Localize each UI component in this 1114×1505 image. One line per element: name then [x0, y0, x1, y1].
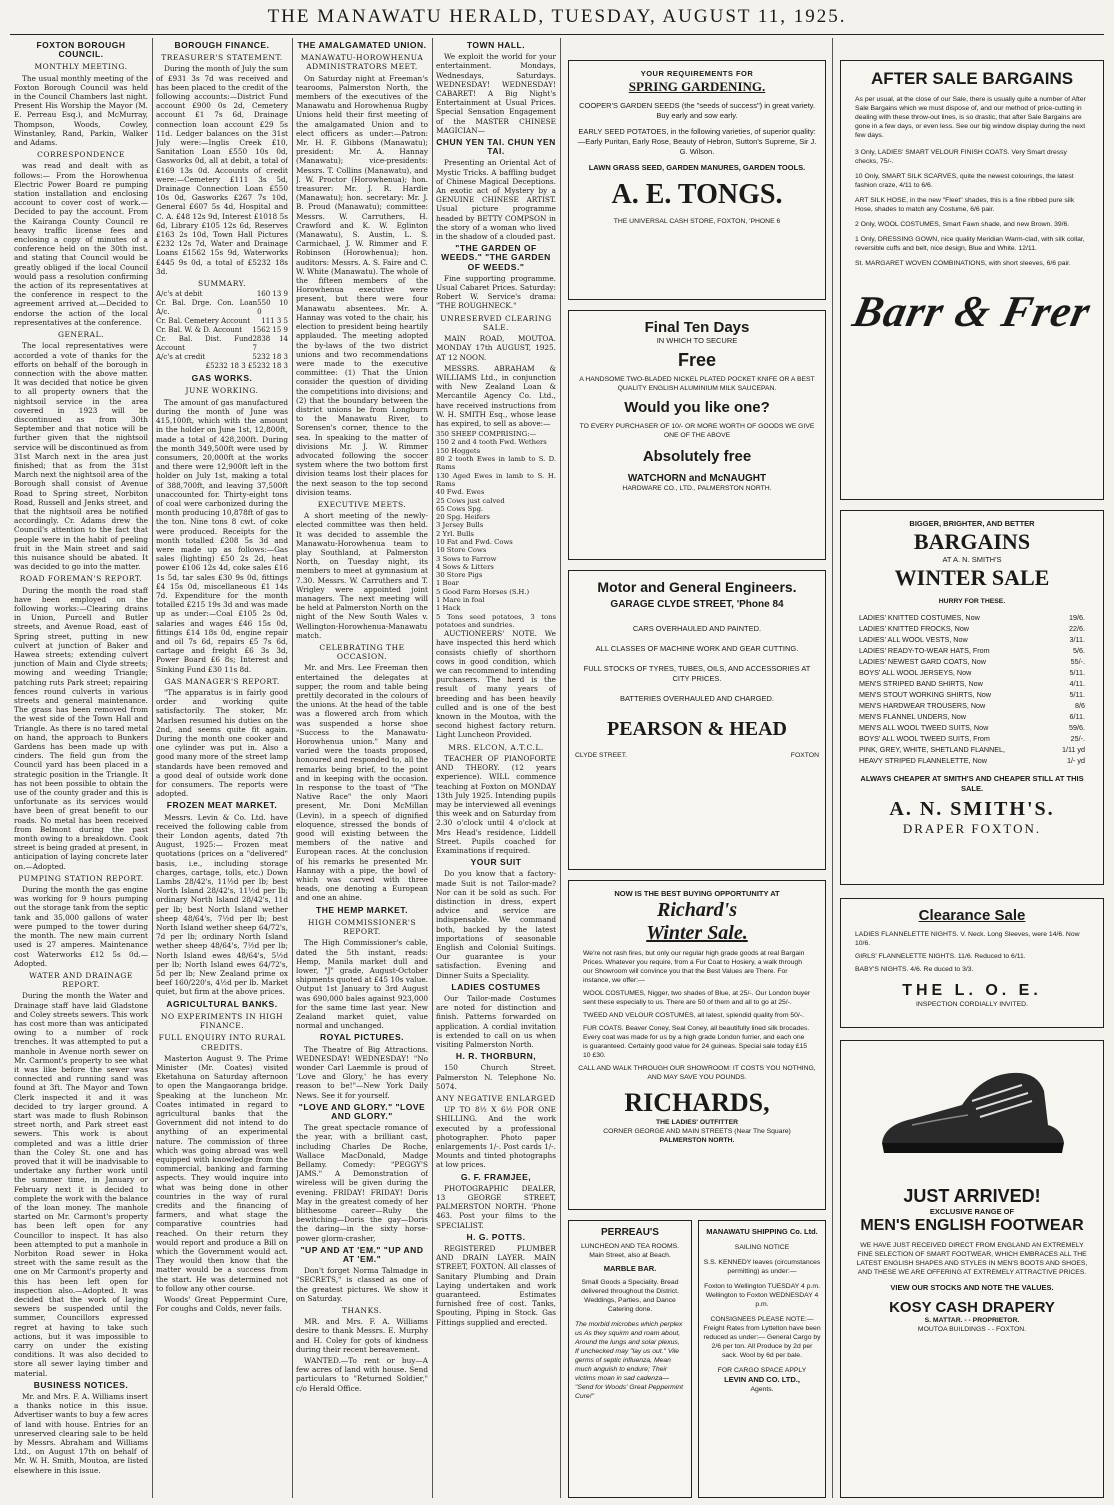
article-paragraph: During the month the Water and Drainage staff have laid Gladstone and Coley streets sewers. This work has cost more than was anticipated owing to a number of rock trenches. It was attempted to put a manhole in Avenue north sewer on Mr. Carmont's property to see what it was like before the sewer was connected and running sand was found at 3ft. The Mayor and Town Clerk inspected it and it was decided to try larger ground. A start was made to flush Robinson street north, and Park street east sewers. This work is about completed and was a little drier than the Coley St. one and has proved that it will be inadvisable to undertake any further work until the summer time, in January or February next it is decided to complete the work with the balance of the loan money. The manhole started on Mr. Carmont's property has been left open for any Councillor to inspect. It has also been attempted to put a manhole in Norbiton Road sewer in Hoka street with the same result as the one on Mr Carmont's property and this has been left open for inspection also.—Adopted. It was decided that the work of laying sewers be suspended until the summer, Councillors expressed regret at having to take such actions, but it was impossible to carry on under the existing conditions. It was also decided to store all sewer laying timber and material.	[14, 991, 148, 1378]
ad-heading: MEN'S ENGLISH FOOTWEAR	[860, 1217, 1084, 1234]
price-row: MEN'S HARDWEAR TROUSERS, Now 8/6	[859, 701, 1085, 710]
list-item: 1 Boar	[436, 579, 459, 588]
list-item: 2 Only, WOOL COSTUMES, Smart Fawn shade, and new Brown. 39/6.	[855, 221, 1070, 228]
article-heading: THE AMALGAMATED UNION.	[297, 40, 427, 50]
list-item: 3 Sows to Farrow	[436, 554, 497, 563]
summary-row: A/c's at credit 5232 18 3	[156, 353, 288, 362]
article-subheading: WATER AND DRAINAGE REPORT.	[29, 970, 133, 990]
summary-row: Cr. Bal. Dist. Fund Account 2838 14 7	[156, 335, 288, 353]
article-paragraph: Do you know that a factory-made Suit is not Tailor-made? Nor can it be sold as such. For distinction in dress, expert advice and service are indispensable. We command both, backed by the latest importations of seasonable English and Colonial Suitings. Our guarantee is your satisfaction. Evening and Dinner Suits a Speciality.	[436, 869, 556, 980]
column-divider	[832, 38, 833, 1498]
ad-footer: MOUTOA BUILDINGS - - FOXTON.	[917, 1326, 1027, 1333]
list-item: 1 Mare in foal	[436, 596, 485, 605]
article-heading: FOXTON BOROUGH COUNCIL.	[36, 40, 126, 60]
summary-row: A/c's at debit 160 13 9	[156, 290, 288, 299]
ad-heading: Richard's	[656, 899, 738, 921]
article-subheading: NO EXPERIMENTS IN HIGH FINANCE.	[160, 1011, 284, 1031]
article-subheading: JUNE WORKING.	[185, 386, 259, 396]
list-item: 80 2 tooth Ewes in lamb to S. D. Rams	[436, 455, 556, 472]
article-heading: FROZEN MEAT MARKET.	[166, 800, 278, 811]
ad-pearson-head	[568, 570, 826, 870]
ad-text: AT A. N. SMITH'S	[942, 555, 1002, 564]
ad-perreau	[568, 1220, 692, 1498]
ad-heading: MANAWATU SHIPPING Co. Ltd.	[706, 1227, 818, 1236]
article-paragraph: UP TO 8½ X 6½ FOR ONE SHILLING. And the work executed by a professional photographer. Photo paper enlargements 1/-. Post cards 1/-. Mounts and tinted photographs at low prices.	[436, 1105, 556, 1170]
article-paragraph: The local representatives were accorded a vote of thanks for the efforts on behalf of the borough in connection with the above matter. It was decided that notice be given to all property owners that the nightsoil service in the area covered in 1923 will be discontinued as from 30th September and that notice will be further given that the nightsoil service will be discontinued as from 31st March next in the area just finished; that as from the 31st March next the nightsoil area of the Borough shall consist of Avenue Road to Spring street, Norbiton Road, Russell and Jenks street, and that the nightsoil area be notified accordingly. Cr. Adams drew the Council's attention to the fact that people were in the habit of peeling fruit in the Main street and said this nuisance should be abated. It was decided to go into the matter.	[14, 341, 148, 572]
article-subheading: ROAD FOREMAN'S REPORT.	[19, 574, 143, 584]
article-paragraph: The usual monthly meeting of the Foxton Borough Council was held in the Council Chambers last night. Present His Worship the Mayor (M. E. Perreau Esq.), and McMurray, Thompson, Woods, Cowley, Winstanley, Rand, Parkin, Walker and Adams.	[14, 73, 148, 148]
article-paragraph: The High Commissioner's cable, dated the 5th instant, reads: Hemp, Manila market dull and lower, "J" grade, August-October shipments quoted at £45 10s value. Output 1st January to 3rd August was 690,000 bales against 923,000 for the same time last year. New Zealand market quiet, value normal and unchanged.	[296, 938, 428, 1031]
article-subheading: THANKS.	[342, 1306, 382, 1316]
article-subheading: HIGH COMMISSIONER'S REPORT.	[307, 917, 417, 937]
shoe-illustration-icon	[872, 1055, 1072, 1175]
summary-heading: SUMMARY.	[197, 279, 247, 289]
ad-heading: AFTER SALE BARGAINS	[870, 69, 1074, 88]
ad-text: BATTERIES OVERHAULED AND CHARGED.	[619, 694, 775, 703]
list-item: 65 Cows Spg.	[436, 504, 484, 513]
ad-text: COOPER'S GARDEN SEEDS (the "seeds of success") in great variety. Buy early and sow early.	[579, 101, 815, 120]
ad-richards-sale	[568, 880, 826, 1210]
list-item: 1 Only, DRESSING GOWN, nice quality Meridian Warm-clad, with silk collar, reversible cuffs and belt, nice design, Blue and White. 12/11.	[855, 236, 1085, 252]
list-item: 130 Aged Ewes in lamb to S. H. Rams	[436, 471, 556, 488]
article-paragraph: Woods' Great Peppermint Cure, For coughs and Colds, never fails.	[156, 1294, 288, 1314]
article-subheading: CORRESPONDENCE	[37, 150, 125, 160]
ad-text: Foxton to Wellington TUESDAY 4 p.m. Wellington to Foxton WEDNESDAY 4 p.m.	[704, 1283, 820, 1308]
article-paragraph: Don't forget Norma Talmadge in "SECRETS," is classed as one of the greatest pictures. We show it on Saturday.	[296, 1266, 428, 1303]
ad-heading: PERREAU'S	[601, 1227, 659, 1238]
article-heading: THE HEMP MARKET.	[316, 904, 408, 915]
article-paragraph: During the month of July the sum of £931 3s 7d was received and has been placed to the credit of the following accounts:—District Fund account £900 0s 2d, Cemetery account £1 7s 6d, Drainage connection loan account £29 5s 11d. Ledger balances on the 31st July were:—Inglis Creek £10, Sanitation Loan £550 10s 0d, Gasworks 0d, all at debit, a total of £169 13s 0d. Accounts of credit were:—Cemetery £111 3s 5d, Drainage Connection Loan £550 10s 0d, Gasworks £267 7s 10d, General £607 5s 4d, Hospital and C. A. £48 12s 9d, Interest £1018 5s 6d, Library £105 12s 6d, Reserves £163 2s 10d, Town Hall Pictures £232 12s 7d, Water and Drainage Loans £1562 15s 9d, Waterworks £445 9s 0d, a total of £5232 18s 3d.	[156, 64, 288, 276]
ad-text: ALL CLASSES OF MACHINE WORK AND GEAR CUTTING.	[595, 644, 799, 653]
list-item: 10 Store Cows	[436, 546, 487, 555]
sale-list	[436, 430, 556, 629]
ad-brand: A. E. TONGS.	[611, 179, 783, 210]
price-row: PINK, GREY, WHITE, SHETLAND FLANNEL, 1/11 yd	[859, 745, 1085, 754]
ad-barr-frer	[840, 60, 1104, 500]
ad-text: S. MATTAR. - - PROPRIETOR.	[924, 1317, 1020, 1324]
ad-heading: Would you like one?	[624, 399, 770, 416]
price-row: LADIES' ALL WOOL VESTS, Now 3/11.	[859, 635, 1085, 644]
ad-watchorn-free	[568, 310, 826, 560]
article-heading: YOUR SUIT	[470, 857, 522, 868]
price-row: BOYS' ALL WOOL JERSEYS, Now 5/11.	[859, 668, 1085, 677]
article-heading: BOROUGH FINANCE.	[174, 40, 270, 50]
list-item: 1 Hack	[436, 604, 461, 613]
list-item: 5 Tons seed potatoes, 3 tons potatoes and sundries.	[436, 612, 556, 629]
price-row: LADIES' NEWEST GARD COATS, Now 55/-.	[859, 657, 1085, 666]
ad-brand: LEVIN AND CO. LTD.,	[724, 1375, 800, 1384]
price-row: HEAVY STRIPED FLANNELETTE, Now 1/- yd	[859, 756, 1085, 765]
list-item: 5 Good Farm Horses (S.H.)	[436, 587, 530, 596]
summary-total: £5232 18 3 £5232 18 3	[205, 362, 288, 371]
column-borough-finance	[156, 38, 288, 1498]
article-paragraph: Our Tailor-made Costumes are noted for distinction and finish. Patterns forwarded on application. A cordial invitation is extended to call on us when visiting Palmerston North.	[436, 993, 556, 1049]
summary-row: Cr. Bal. Cemetery Account 111 3 5	[156, 317, 288, 326]
ad-brand: THE L. O. E.	[902, 982, 1042, 999]
ad-tongs-gardening	[568, 60, 826, 300]
ad-text: CALL AND WALK THROUGH OUR SHOWROOM: IT COSTS YOU NOTHING, AND MAY SAVE YOU POUNDS.	[578, 1065, 816, 1081]
ad-heading: BARGAINS	[913, 529, 1031, 554]
ad-text: CARS OVERHAULED AND PAINTED.	[632, 624, 762, 633]
ad-text: The morbid microbes which perplex us As they squirm and roam about, Around the lungs and solar plexus, If unchecked may "lay us out." Vile germs of septic influenza, Mean much anguish to endure; Their victims moan in sad cadenza— "Send for Woods' Great Peppermint Cure!"	[575, 1321, 683, 1400]
article-paragraph: MESSRS. ABRAHAM & WILLIAMS Ltd., in conjunction with New Zealand Loan & Mercantile Agency Co. Ltd., have received instructions from W. H. SMITH Esq., whose lease has expired, to sell as above:—	[436, 363, 556, 428]
ad-heading: Motor and General Engineers.	[597, 579, 797, 595]
ad-manawatu-shipping	[698, 1220, 826, 1498]
ad-footer: CLYDE STREET. FOXTON	[575, 752, 819, 759]
ad-heading: WINTER SALE	[894, 565, 1050, 590]
summary-table	[156, 290, 288, 371]
ad-heading: Absolutely free	[642, 448, 752, 465]
column-town-hall	[436, 38, 556, 1498]
ad-text: EARLY SEED POTATOES, in the following varieties, of superior quality:—Early Puritan, Early Rose, Beauty of Hebron, Sutton's Supreme, Sir J. G. Wilson.	[577, 127, 817, 156]
film-title: "UP AND AT 'EM." "UP AND AT 'EM."	[300, 1244, 424, 1264]
ad-text: GIRLS' FLANNELETTE NIGHTS. 11/6. Reduced to 6/11.	[855, 953, 1026, 960]
column-divider	[292, 38, 293, 1498]
article-heading: G. F. FRAMJEE,	[460, 1171, 532, 1182]
article-paragraph: Masterton August 9. The Prime Minister (Mr. Coates) visited Eketahuna on Saturday afternoon to open the Mangaoranga bridge. Speaking at the luncheon Mr. Coates intimated in regard to agricultural banks that the Government did not intend to do anything of an experimental nature. The commission of three which was going abroad was well equipped with knowledge from the commercial, banking and farming aspects. They would inquire into what was being done in other countries in the way of rural credits and the financing of farmers, and what stage the comparative countries had reached. On their return they would report and produce a Bill on which the Government would act. They would then know that the matter would be a success from the start. He was determined not to follow any other course.	[156, 1053, 288, 1293]
ad-text: CONSIGNEES PLEASE NOTE:— Freight Rates from Lyttelton have been reduced as under:— General Cargo by 2/6 per ton. All Produce by 2d per sack. Wool by 6d per bale.	[703, 1316, 821, 1359]
ad-text: LUNCHEON AND TEA ROOMS. Main Street, also at Beach.	[580, 1243, 680, 1259]
ad-text: BABY'S NIGHTS. 4/6. Re duced to 3/3.	[855, 966, 974, 973]
article-heading: H. R. THORBURN,	[455, 1051, 537, 1062]
ad-footer: DRAPER FOXTON.	[902, 821, 1042, 836]
article-subheading: MONTHLY MEETING.	[34, 62, 128, 72]
act-title: CHUN YEN TAI. CHUN YEN TAI.	[436, 137, 556, 157]
ad-brand: WATCHORN and McNAUGHT	[627, 473, 767, 484]
column-divider	[152, 38, 153, 1498]
article-subheading: EXECUTIVE MEETS.	[317, 499, 407, 509]
list-item: 3 Jersey Bulls	[436, 521, 484, 530]
list-item: 40 Fwd. Ewes	[436, 488, 485, 497]
price-row: MEN'S STOUT WORKING SHIRTS, Now 5/11.	[859, 690, 1085, 699]
ad-heading: Final Ten Days	[644, 319, 750, 336]
article-subheading: PUMPING STATION REPORT.	[18, 873, 144, 883]
article-paragraph: During the month the road staff have been employed on the following works:—Clearing drains in Union, Purcell and Butler streets, and Avenue Road, east of Spring street, putting in new culvert at junction of Baker and Hawea streets; extending culvert junction of Main and Clyde streets; mowing and weeding Triangle; patching ruts Park street; repairing fences round culverts in various streets and general maintenance. The grass has been removed from the west side of the Town Hall and Triangle. As there is no tared metal on hand, the approach to Bunkers Gardens has been made up with cinders. The field gun from the Council yard has been placed in a strategic position in the Triangle. It has not been possible to obtain the use of the county grader and this is unfortunate as its services would have been of great benefit to our roads. No metal has been received from Belmont during the past month owing to a breakdown. Cook street is being graded at present, in anticipation of laying concrete later on.—Adopted.	[14, 585, 148, 871]
list-item: 150 2 and 4 tooth Fwd. Wethers	[436, 438, 547, 447]
ad-text: FOR CARGO SPACE APPLY	[717, 1367, 807, 1374]
ad-heading: SPRING GARDENING.	[628, 79, 766, 94]
article-heading: GAS WORKS.	[191, 373, 253, 384]
article-paragraph: MAIN ROAD, MOUTOA. MONDAY 17th AUGUST, 1925. AT 12 NOON.	[436, 334, 556, 362]
article-heading: TOWN HALL.	[466, 40, 526, 50]
list-item: 4 Sows & Litters	[436, 562, 494, 571]
list-item: 10 Only, SMART SILK SCARVES, quite the newest colourings, the latest fashion craze, 4/11 to 6/6.	[855, 173, 1074, 189]
list-item: 10 Fat and Fwd. Cows	[436, 537, 513, 546]
summary-row: Cr. Bal. W. & D. Account 1562 15 9	[156, 326, 288, 335]
article-paragraph: 150 Church Street. Palmerston N. Telephone No. 5074.	[436, 1063, 556, 1091]
ad-text: TO EVERY PURCHASER OF 10/- OR MORE WORTH OF GOODS WE GIVE ONE OF THE ABOVE	[579, 423, 815, 439]
ad-text: Small Goods a Speciality. Bread delivered throughout the District. Weddings, Parties, and Dance Catering done.	[581, 1279, 679, 1313]
article-paragraph: "The apparatus is in fairly good order and working quite satisfactorily. The stoker, Mr. Marlsen resumed his duties on the 2nd, and seems quite fit again. During the month one cooker and one cylinder was put in. Also a good many more of the street lamp standards have been removed and a good deal of outside work done for consumers. The reports were adopted.	[156, 687, 288, 799]
article-paragraph: Messrs. Levin & Co. Ltd. have received the following cable from their London agents, dated 7th August, 1925:— Frozen meat quotations (prices on a "delivered" basis, i.e., including storage charges, cartage, tolls, etc.) Down Lambs 28/42's, 11½d per lb; best North Island 28/42's, 11½d per lb; ordinary North Island 28/42's, 11d per lb; best North Island wether sheep 48/64's, 7½d per lb; best North Island wether sheep 64/72's, 7d per lb; ordinary North Island wether sheep 48/64's, 7½d per lb; North Island ewes 48/64's, 5½d per lb; North Island ewes 64/72's, 5d per lb; New Zealand prime ox beef 160/220's, 4½d per lb. Market quiet, but firm at the above prices.	[156, 812, 288, 997]
article-paragraph: We exploit the world for your entertainment. Mondays, Wednesdays, Saturdays. WEDNESDAY! WEDNESDAY! CABARET! A Big Night's Entertainment at Usual Prices. Special Sensation Engagement of the MASTER CHINESE MAGICIAN—	[436, 52, 556, 135]
ad-footer: Agents.	[750, 1386, 774, 1393]
ad-brand: KOSY CASH DRAPERY	[889, 1299, 1055, 1316]
article-subheading: GAS MANAGER'S REPORT.	[164, 676, 280, 686]
ad-heading: Winter Sale.	[646, 922, 748, 944]
ad-footer: THE LADIES' OUTFITTER	[655, 1119, 739, 1126]
ad-text: LAWN GRASS SEED, GARDEN MANURES, GARDEN TOOLS.	[588, 163, 806, 172]
price-row: LADIES' KNITTED FROCKS, Now 22/6.	[859, 624, 1085, 633]
summary-row: Cr. Bal. Drge. Con. Loan A/c. 550 10 0	[156, 299, 288, 317]
ad-text: S.S. KENNEDY leaves (circumstances permitting) as under:—	[703, 1259, 821, 1275]
ad-text: TWEED AND VELOUR COSTUMES, all latest, splendid quality from 50/-.	[583, 1012, 804, 1019]
price-row: LADIES' KNITTED COSTUMES, Now 19/6.	[859, 613, 1085, 622]
column-divider	[560, 38, 561, 1498]
list-item: 2 Yrl. Bulls	[436, 529, 474, 538]
article-paragraph: TEACHER OF PIANOFORTE AND THEORY. (12 years experience). WILL commence teaching at Foxton on MONDAY 13th July 1925. Intending pupils may be interviewed all evenings this week and on Saturday from 2.30 o'clock until 4 o'clock at Mrs Head's residence, Liddell Street. Pupils coached for Examinations if required.	[436, 753, 556, 855]
ad-footer: PALMERSTON NORTH.	[659, 1137, 735, 1144]
column-divider	[432, 38, 433, 1498]
column-foxton-council	[14, 38, 148, 1498]
column-amalgamated-union	[296, 38, 428, 1498]
price-row: MEN'S FLANNEL UNDERS, Now 6/11.	[859, 712, 1085, 721]
ad-text: ALWAYS CHEAPER AT SMITH'S AND CHEAPER STILL AT THIS SALE.	[860, 774, 1084, 793]
article-paragraph: REGISTERED PLUMBER AND DRAIN LAYER. MAIN STREET, FOXTON. All classes of Sanitary Plumbing and Drain Laying undertaken and work guaranteed. Estimates furnished free of cost. Tanks, Spouting, Piping in Stock. Gas Fittings supplied and erected.	[436, 1244, 556, 1327]
ad-smith-winter-sale	[840, 510, 1104, 885]
list-item: 350 SHEEP COMPRISING:—	[436, 430, 537, 439]
ad-text: FULL STOCKS OF TYRES, TUBES, OILS, AND ACCESSORIES AT CITY PRICES.	[583, 664, 811, 683]
article-paragraph: WANTED.—To rent or buy—A few acres of land with house. Send particulars to "Returned Soldier," c/o Herald Office.	[296, 1356, 428, 1393]
ad-text: HURRY FOR THESE.	[938, 598, 1006, 605]
ad-text: IN WHICH TO SECURE	[656, 336, 738, 345]
article-heading: ROYAL PICTURES.	[319, 1032, 405, 1043]
ad-text: MARBLE BAR.	[603, 1264, 657, 1273]
article-paragraph: The amount of gas manufactured during the month of June was 415,100ft, which with the amount in the holder on June 1st, 12,800ft, made a total of 428,200ft. During the month 349,500ft were used by consumers, 20,000ft at the works and there were 12,900ft left in the holder on July 1st, making a total of 388,700ft, and leaving 37,500ft unaccounted for. Thirty-eight tons of coal were carbonized during the month producing 10,878ft of gas to the ton. Nine tons 8 cwt. of coke were produced. Receipts for the month totalled £208 5s 3d and were made up as follows:—Gas sales (lighting) £50 2s 2d, heat power £106 12s 4d, coke sales £16 1s 5d, tar sales £30 9s 0d, fittings £4 15s 0d, miscellaneous £1 14s 7d. Expenditure for the month totalled £215 19s 3d and was made up as under:—Coal £105 2s 0d, salaries and wages £46 15s 0d, fittings £14 18s 0d, engine repair and oil 7s 6d, repairs £5 7s 6d, cartage and freight £6 3s 3d, Power Board £6 8s; Interest and Sinking Fund £30 11s 8d.	[156, 397, 288, 674]
article-heading: AGRICULTURAL BANKS.	[166, 998, 278, 1009]
film-title: "THE GARDEN OF WEEDS." "THE GARDEN OF WEEDS."	[441, 243, 551, 272]
ad-heading: JUST ARRIVED!	[903, 1186, 1041, 1206]
ad-text: WOOL COSTUMES, Nigger, two shades of Blue, at 25/-. Our London buyer sent these especially to us. There are 50 of them and all to go at 25/-.	[583, 990, 811, 1006]
ad-text: LADIES FLANNELETTE NIGHTS. V. Neck. Long Sleeves, were 14/6. Now 10/6.	[855, 931, 1080, 947]
ad-heading: Free	[677, 350, 717, 370]
article-paragraph: PHOTOGRAPHIC DEALER, 13 GEORGE STREET, PALMERSTON NORTH. 'Phone 463. Post your films to the SPECIALIST.	[436, 1183, 556, 1230]
list-item: 20 Spg. Heifers	[436, 513, 490, 522]
article-paragraph: MR. and Mrs. F. A. Williams desire to thank Messrs. E. Murphy and H. Coley for gots of kindness during their recent bereavement.	[296, 1317, 428, 1354]
ad-text: VIEW OUR STOCKS AND NOTE THE VALUES.	[890, 1283, 1054, 1292]
article-subheading: ANY NEGATIVE ENLARGED	[436, 1094, 556, 1103]
ad-brand: A. N. SMITH'S.	[889, 798, 1055, 820]
list-item: 25 Cows just calved	[436, 496, 505, 505]
ad-text: As per usual, at the close of our Sale, there is usually quite a number of After Sale Bargains which we must dispose of, and our method of price-cutting in dealing with these throw-out lines, is so drastic, that after Sale Bargains are gone in a few days, or even less. See our big window display during the next few days.	[855, 96, 1086, 139]
ad-kosy-footwear	[840, 1040, 1104, 1498]
article-paragraph: Fine supporting programme. Usual Cabaret Prices. Saturday: Robert W. Service's drama: "THE ROUGHNECK."	[436, 273, 556, 311]
masthead-rule	[10, 34, 1104, 35]
masthead-title: THE MANAWATU HERALD, TUESDAY, AUGUST 11, 1925.	[267, 6, 847, 27]
list-item: St. MARGARET WOVEN COMBINATIONS, with short sleeves, 6/6 pair.	[855, 260, 1071, 267]
article-paragraph: On Saturday night at Freeman's tearooms, Palmerston North, the members of the executives of the Manawatu and Horowhenua Rugby Unions held their first meeting of the amalgamated Union and to elect officers as under:—Patron: Mr. H. F. Gibbons (Manawatu); president: Mr. A. Hannay (Manawatu); vice-presidents: Messrs. T. Collins (Manawatu), and J. W. Proctor (Horowhenua); hon. treasurer: Mr. J. R. Hardie (Manawatu); hon. secretary: Mr. J. B. Proud (Manawatu); committee: Messrs. W. Carruthers, H. Crawford and K. W. Eglinton (Manawatu), S. Austin, L. S. Carmichael, J. W. Rimmer and F. Robinson (Horowhenua); hon. auditors: Messrs. A. S. Faire and C. W. White (Manawatu). The whole of the fifteen members of the Horowhenua executive were present, but there were four Manawatu absentees. Mr. A. Hannay was voted to the chair, his election to president being heartily applauded. The meeting adopted the by-laws of the two district unions and two recommendations were made to the executive committee: (1) That the Union consider the question of dividing the competitions into divisions; and (2) that the boundary between the district unions be from Longburn to the Manawatu River, to Sorensen's corner, thence to the sea. In speaking to the matter of divisions Mr. J. W. Rimmer advocated following the soccer system where the two bottom first division teams lost their places for the next season to the top second division teams.	[296, 73, 428, 497]
article-paragraph: A short meeting of the newly-elected committee was then held. It was decided to assemble the Manawatu-Horowhenua team to play Southland, at Palmerston North, on Tuesday night, its members to meet at gymnasium at 7.30. Messrs. W. Carruthers and T. Wrigley were appointed joint managers. The next meeting will be held at Palmerston North on the night of the New South Wales v. Wellington-Horowhenua-Manawatu match.	[296, 511, 428, 640]
article-heading: LADIES COSTUMES	[451, 981, 541, 992]
list-item: ART SILK HOSE, in the new "Fleet" shades, this is a fine ribbed pure silk Hose, shades to match any Costume, 6/6 pair.	[855, 197, 1075, 213]
price-row: LADIES' READY-TO-WEAR HATS, From 5/6.	[859, 646, 1085, 655]
ad-text: SAILING NOTICE	[734, 1244, 790, 1251]
ad-text: GARAGE CLYDE STREET, 'Phone 84	[610, 599, 784, 610]
ad-footer: INSPECTION CORDIALLY INVITED.	[916, 1001, 1028, 1008]
ad-footer: CORNER GEORGE AND MAIN STREETS (Near The Square)	[603, 1128, 791, 1135]
article-heading: BUSINESS NOTICES.	[33, 1379, 129, 1390]
ad-text: FUR COATS. Beaver Coney, Seal Coney, all beautifully lined silk brocades. Every coat was made for us by a high grade London furrier, and each one is guaranteed. Certainly good value for 24 guineas. Special sale today £15 10 £30.	[583, 1025, 810, 1059]
list-item: 150 Hoggets	[436, 446, 481, 455]
list-item: 30 Store Pigs	[436, 571, 483, 580]
article-paragraph: Mr. and Mrs. F. A. Williams insert a thanks notice in this issue. Advertiser wants to buy a few acres of land with house. Entries for an unreserved clearing sale to be held by Messrs. Abraham and Williams Ltd., on August 17th on behalf of Mr. W. H. Smith, Moutoa, are listed elsewhere in this issue.	[14, 1392, 148, 1475]
ad-brand: PEARSON & HEAD	[606, 718, 787, 740]
price-row: MEN'S ALL WOOL TWEED SUITS, Now 59/6.	[859, 723, 1085, 732]
ad-text: NOW IS THE BEST BUYING OPPORTUNITY AT	[614, 889, 780, 898]
film-title: "LOVE AND GLORY." "LOVE AND GLORY."	[298, 1101, 426, 1121]
list-item: 3 Only, LADIES' SMART VELOUR FINISH COATS. Very Smart dressy checks, 75/-.	[855, 149, 1067, 165]
article-paragraph: The Theatre of Big Attractions. WEDNESDAY! WEDNESDAY! "No wonder Carl Laemmle is proud of 'Love and Glory,' he has every reason to be!"—New York Daily News. See it for yourself.	[296, 1044, 428, 1100]
article-subheading: UNRESERVED CLEARING SALE.	[440, 313, 552, 332]
article-paragraph: During the month the gas engine was working for 9 hours pumping out the storage tank from the septic tank and 35,000 gallons of water were pumped to the tower during the month. The new main current used is 27 amperes. Maintenance cost Waterworks £12 5s 0d.—Adopted.	[14, 885, 148, 968]
article-paragraph: The great spectacle romance of the year, with a brilliant cast, including Charles De Roche, Wallace MacDonald, Madge Bellamy. Comedy: "PEGGY'S JAMS." A Demonstration of wireless will be given during the evening. FRIDAY! FRIDAY! Doris May in the greatest comedy of her blithesome career—Ruby the bewitching—Doris the gay—Doris the daring—in the sixty horse-power glorm-crasher,	[296, 1123, 428, 1243]
ad-brand: RICHARDS,	[624, 1088, 770, 1117]
ad-text: BIGGER, BRIGHTER, AND BETTER	[909, 519, 1035, 528]
ad-logo: Barr & Frer	[848, 287, 1096, 336]
article-subheading: MANAWATU-HOROWHENUA ADMINISTRATORS MEET.	[300, 53, 424, 72]
ad-loe-clearance	[840, 898, 1104, 1028]
price-row: MEN'S STRIPED BAND SHIRTS, Now 4/11.	[859, 679, 1085, 688]
article-paragraph: was read and dealt with as follows:— From the Horowhenua Electric Power Board re pumping station installation and enclosing account to cover cost of work.—Decided to pay the account. From the Kairanga County Council re heavy traffic license fees and enclosing a copy of minutes of a conference held on the 30th inst. and stating that Council would be greatly obliged if the local Council would pass a resolution confirming the action of its representatives at the conference in respect to the agreement arrived at.—Decided to endorse the action of the local representatives at the conference.	[14, 161, 148, 327]
price-row: BOYS' ALL WOOL TWEED SUITS, From 25/-.	[859, 734, 1085, 743]
article-subheading: TREASURER'S STATEMENT.	[161, 53, 283, 63]
article-paragraph: Presenting an Oriental Act of Mystic Tricks. A baffling budget of Chinese Magical Deceptions. An exotic act of Mystery by a GENUINE CHINESE ARTIST. Usual picture programme headed by BETTY COMPSON in the story of a woman who lived in the shadow of a clouded past.	[436, 158, 556, 242]
ad-footer: THE UNIVERSAL CASH STORE, FOXTON, 'PHONE 6	[613, 218, 781, 225]
ad-text: We're not rash fires, but only our regular high grade goods at real Bargain Prices. Whatever you require, from a Fur Coat to Hosiery, a walk through our Showroom will convince you that the Best Values are There. For instance, we offer:—	[583, 950, 805, 984]
ad-text: A HANDSOME TWO-BLADED NICKEL PLATED POCKET KNIFE OR A BEST QUALITY ENGLISH ALUMINIUM MILK SAUCEPAN.	[579, 376, 815, 392]
article-paragraph: AUCTIONEERS' NOTE. We have inspected this herd which consists chiefly of shorthorn cows in good condition, which we can recommend to intending purchasers. The herd is the result of many years of breeding and has been heavily culled and is one of the best known in the Moutoa, with the second highest factory return. Light Luncheon Provided.	[436, 629, 556, 740]
article-subheading: FULL ENQUIRY INTO RURAL CREDITS.	[158, 1033, 286, 1052]
article-subheading: GENERAL.	[58, 330, 104, 340]
article-subheading: MRS. ELCON, A.T.C.L.	[448, 742, 544, 752]
article-heading: H. G. POTTS.	[466, 1231, 526, 1242]
article-subheading: CELEBRATING THE OCCASION.	[319, 643, 405, 662]
article-paragraph: Mr. and Mrs. Lee Freeman then entertained the delegates at supper, the room and table being prettily decorated in the colours of the unions. At the head of the table was a flowered arch from which was suspended a horse shoe "Success to the Manawatu-Horowhenua union." Many and varied were the toasts proposed, honoured and responded to, all the remarks being brief, to the point and in keeping with the occasion. In response to the toast of "The Native Race" the only Maori present, Mr. Doni McMillan (Levin), in a speech of dignified eloquence, stressed the bonds of good will existing between the members of the native and European races. At the conclusion of his remarks he presented Mr. Hannay with a pipe, the bowl of which was carved with three heads, one denoting a European and one an ahine.	[296, 663, 428, 903]
ad-heading: Clearance Sale	[918, 907, 1026, 924]
ad-text: YOUR REQUIREMENTS FOR	[640, 69, 754, 78]
ad-footer: HARDWARE CO., LTD., PALMERSTON NORTH.	[622, 485, 772, 492]
ad-text: EXCLUSIVE RANGE OF	[929, 1207, 1015, 1216]
ad-text: WE HAVE JUST RECEIVED DIRECT FROM ENGLAND AN EXTREMELY FINE SELECTION OF SMART FOOTWEAR, WHICH EMBRACES ALL THE LATEST ENGLISH SHAPES AND STYLES IN MEN'S BOOTS AND SHOES, AND THESE WE ARE OFFERING AT EXTREMELY ATTRACTIVE PRICES.	[856, 1242, 1088, 1276]
